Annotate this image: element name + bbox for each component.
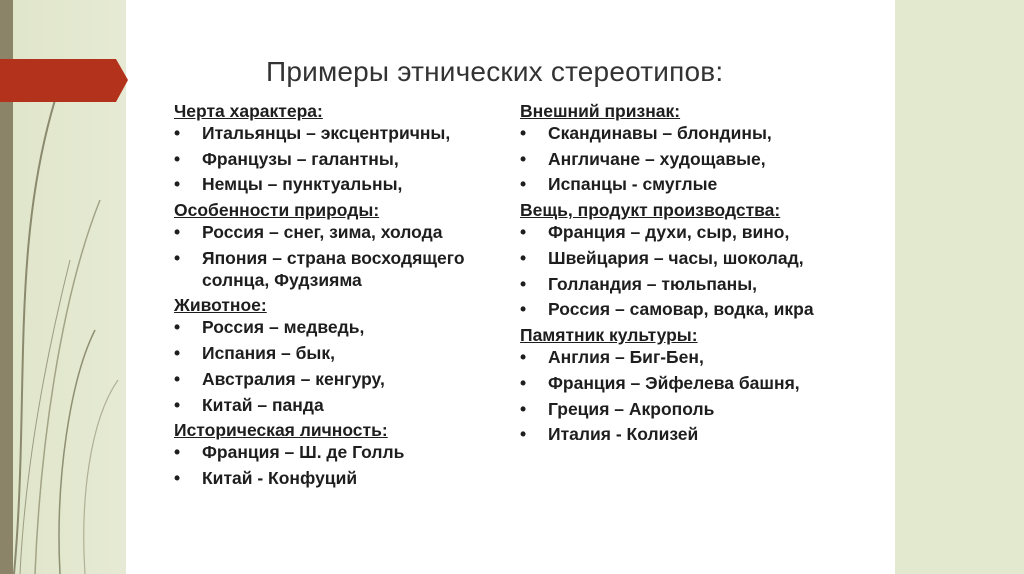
list-item-text: Италия - Колизей — [548, 424, 699, 445]
slide-content — [126, 0, 895, 574]
list-item-text: Китай – панда — [202, 394, 324, 415]
list-item-text: Французы – галантны, — [202, 148, 399, 169]
bullet-icon: • — [174, 442, 181, 463]
list-item — [520, 424, 860, 446]
bullet-icon: • — [520, 273, 527, 294]
list-item — [520, 373, 860, 395]
list-item — [174, 149, 504, 171]
bullet-icon: • — [520, 174, 527, 195]
right-column — [520, 100, 860, 450]
bullet-icon: • — [174, 247, 181, 268]
bullet-icon: • — [520, 346, 527, 367]
list-item-text: Австралия – кенгуру, — [202, 368, 385, 389]
list-item — [520, 299, 860, 321]
list-item — [174, 395, 504, 417]
list-item — [174, 343, 504, 365]
bullet-icon: • — [174, 467, 181, 488]
list-item-text: Англия – Биг-Бен, — [548, 346, 704, 367]
list-item-text: Франция – Ш. де Голль — [202, 442, 405, 463]
list-item — [174, 174, 504, 196]
bullet-icon: • — [520, 148, 527, 169]
bullet-icon: • — [174, 148, 181, 169]
bullet-icon: • — [520, 299, 527, 320]
list-item-text: Греция – Акрополь — [548, 398, 715, 419]
list-item — [520, 123, 860, 145]
category-heading: Черта характера: — [174, 101, 323, 121]
bullet-icon: • — [174, 317, 181, 338]
list-item-text: Испанцы - смуглые — [548, 174, 718, 195]
list-item-text: Китай - Конфуций — [202, 467, 358, 488]
list-item — [520, 222, 860, 244]
list-item — [520, 149, 860, 171]
list-item-text: Франция – Эйфелева башня, — [548, 372, 800, 393]
category-heading: Особенности природы: — [174, 200, 380, 221]
list-item — [174, 222, 504, 244]
bullet-icon: • — [174, 174, 181, 195]
list-item-text: Скандинавы – блондины, — [548, 122, 772, 143]
list-item — [520, 399, 860, 421]
list-item-text: Англичане – худощавые, — [548, 148, 766, 169]
bullet-icon: • — [520, 398, 527, 419]
list-item-text: Испания – бык, — [202, 342, 335, 363]
list-item-text: Голландия – тюльпаны, — [548, 273, 758, 294]
list-item-text: Итальянцы – эксцентричны, — [202, 122, 451, 143]
left-column — [174, 100, 504, 494]
category-heading: Вещь, продукт производства: — [520, 200, 781, 221]
list-item-text: Россия – самовар, водка, икра — [548, 299, 814, 320]
list-item-text: Немцы – пунктуальны, — [202, 174, 403, 195]
list-item-text: Россия – медведь, — [202, 317, 365, 338]
bullet-icon: • — [520, 372, 527, 393]
category-heading: Животное: — [174, 295, 267, 316]
list-item — [520, 347, 860, 369]
list-item — [174, 123, 504, 145]
bullet-icon: • — [520, 247, 527, 268]
list-item — [520, 174, 860, 196]
category-heading: Историческая личность: — [174, 420, 388, 441]
category-heading: Памятник культуры: — [520, 325, 698, 346]
right-decoration-panel — [895, 0, 1024, 574]
bullet-icon: • — [520, 122, 527, 143]
list-item — [520, 248, 860, 270]
bullet-icon: • — [174, 342, 181, 363]
list-item — [174, 248, 504, 292]
bullet-icon: • — [174, 394, 181, 415]
list-item-text: Россия – снег, зима, холода — [202, 221, 443, 242]
list-item-text: Швейцария – часы, шоколад, — [548, 247, 804, 268]
bullet-icon: • — [174, 122, 181, 143]
list-item-text: Япония – страна восходящего солнца, Фудзияма — [202, 247, 465, 290]
list-item — [174, 317, 504, 339]
list-item — [520, 274, 860, 296]
list-item — [174, 442, 504, 464]
list-item — [174, 369, 504, 391]
bullet-icon: • — [520, 424, 527, 445]
red-accent-tab — [0, 59, 128, 102]
list-item — [174, 468, 504, 490]
list-item-text: Франция – духи, сыр, вино, — [548, 221, 790, 242]
bullet-icon: • — [174, 368, 181, 389]
slide-title: Примеры этнических стереотипов: — [266, 56, 724, 87]
bullet-icon: • — [520, 221, 527, 242]
bullet-icon: • — [174, 221, 181, 242]
category-heading: Внешний признак: — [520, 101, 681, 121]
